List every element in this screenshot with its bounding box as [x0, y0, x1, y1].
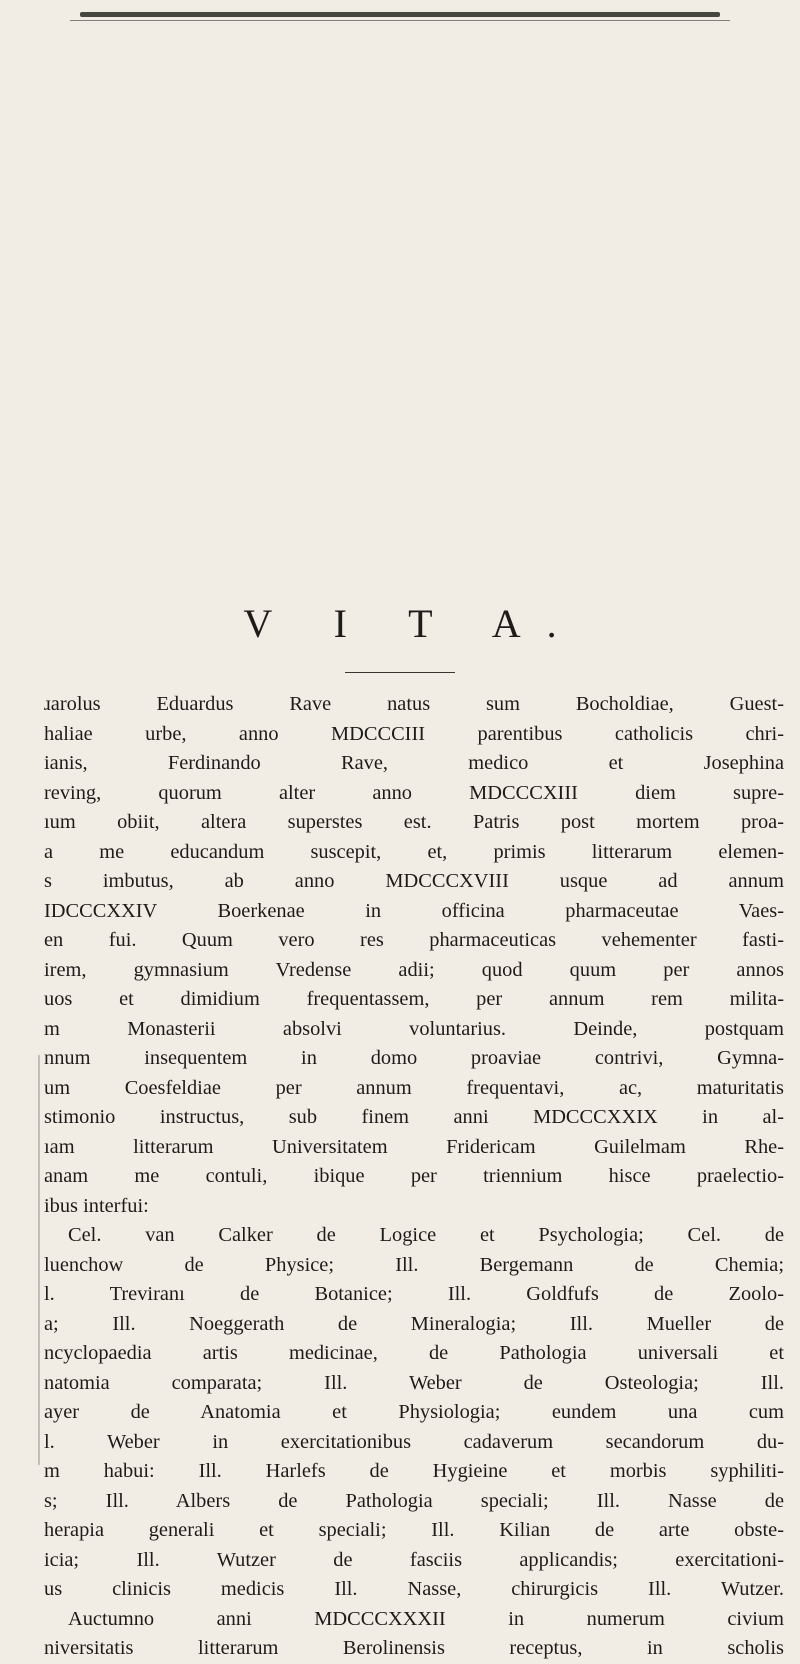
text-line: m Monasterii absolvi voluntarius. Deinde, postquam [44, 1017, 784, 1040]
text-line: stimonio instructus, sub finem anni MDCCCXXIX in al- [44, 1106, 784, 1128]
text-line: s imbutus, ab anno MDCCCXVIII usque ad annum [44, 870, 784, 892]
text-line: m habui: Ill. Harlefs de Hygieine et morbis syphiliti- [44, 1460, 784, 1482]
text-line: um Coesfeldiae per annum frequentavi, ac, maturitatis [44, 1076, 784, 1099]
text-line: reving, quorum alter anno MDCCCXIII diem supre- [44, 781, 784, 804]
text-line: luenchow de Physice; Ill. Bergemann de Chemia; [44, 1253, 784, 1276]
text-line: a me educandum suscepit, et, primis litterarum elemen- [44, 840, 784, 863]
text-line: l. Treviranı de Botanice; Ill. Goldfufs de Zoolo- [44, 1283, 784, 1305]
text-line: natomia comparata; Ill. Weber de Osteologia; Ill. [44, 1371, 784, 1394]
text-line: ayer de Anatomia et Physiologia; eundem una cum [44, 1401, 784, 1423]
top-border-thin-rule [70, 20, 730, 21]
text-line: ɹarolus Eduardus Rave natus sum Bocholdiae, Guest- [44, 693, 784, 715]
top-border-rule [80, 12, 720, 17]
text-line: IDCCCXXIV Boerkenae in officina pharmaceutae Vaes- [44, 899, 784, 922]
text-line: en fui. Quum vero res pharmaceuticas vehementer fasti- [44, 929, 784, 951]
text-line: niversitatis litterarum Berolinensis receptus, in scholis [44, 1637, 784, 1659]
text-line: anam me contuli, ibique per triennium hisce praelectio- [44, 1165, 784, 1187]
heading-underline [345, 672, 455, 673]
text-line: irem, gymnasium Vredense adii; quod quum per annos [44, 958, 784, 981]
text-line: nnum insequentem in domo proaviae contrivi, Gymna- [44, 1047, 784, 1069]
text-line: ianis, Ferdinando Rave, medico et Josephina [44, 752, 784, 774]
text-line: l. Weber in exercitationibus cadaverum secandorum du- [44, 1430, 784, 1453]
text-line: ibus interfui: [44, 1194, 149, 1217]
text-line: icia; Ill. Wutzer de fasciis applicandis; exercitationi- [44, 1548, 784, 1571]
text-line: us clinicis medicis Ill. Nasse, chirurgicis Ill. Wutzer. [44, 1578, 784, 1600]
vita-paragraph [44, 690, 784, 1664]
page-heading: V I T A. [243, 601, 583, 646]
text-line: ıum obiit, altera superstes est. Patris post mortem proa- [44, 811, 784, 833]
text-line: s; Ill. Albers de Pathologia speciali; Ill. Nasse de [44, 1489, 784, 1512]
page-edge-shadow [38, 1055, 40, 1465]
text-line: Cel. van Calker de Logice et Psychologia; Cel. de [68, 1224, 784, 1246]
text-line: uos et dimidium frequentassem, per annum rem milita- [44, 988, 784, 1010]
text-line: Auctumno anni MDCCCXXXII in numerum civium [68, 1607, 784, 1630]
text-line: a; Ill. Noeggerath de Mineralogia; Ill. Mueller de [44, 1312, 784, 1335]
text-line: haliae urbe, anno MDCCCIII parentibus catholicis chri- [44, 722, 784, 745]
text-line: ncyclopaedia artis medicinae, de Pathologia universali et [44, 1342, 784, 1364]
text-line: ıam litterarum Universitatem Fridericam Guilelmam Rhe- [44, 1135, 784, 1158]
text-line: herapia generali et speciali; Ill. Kilian de arte obste- [44, 1519, 784, 1541]
